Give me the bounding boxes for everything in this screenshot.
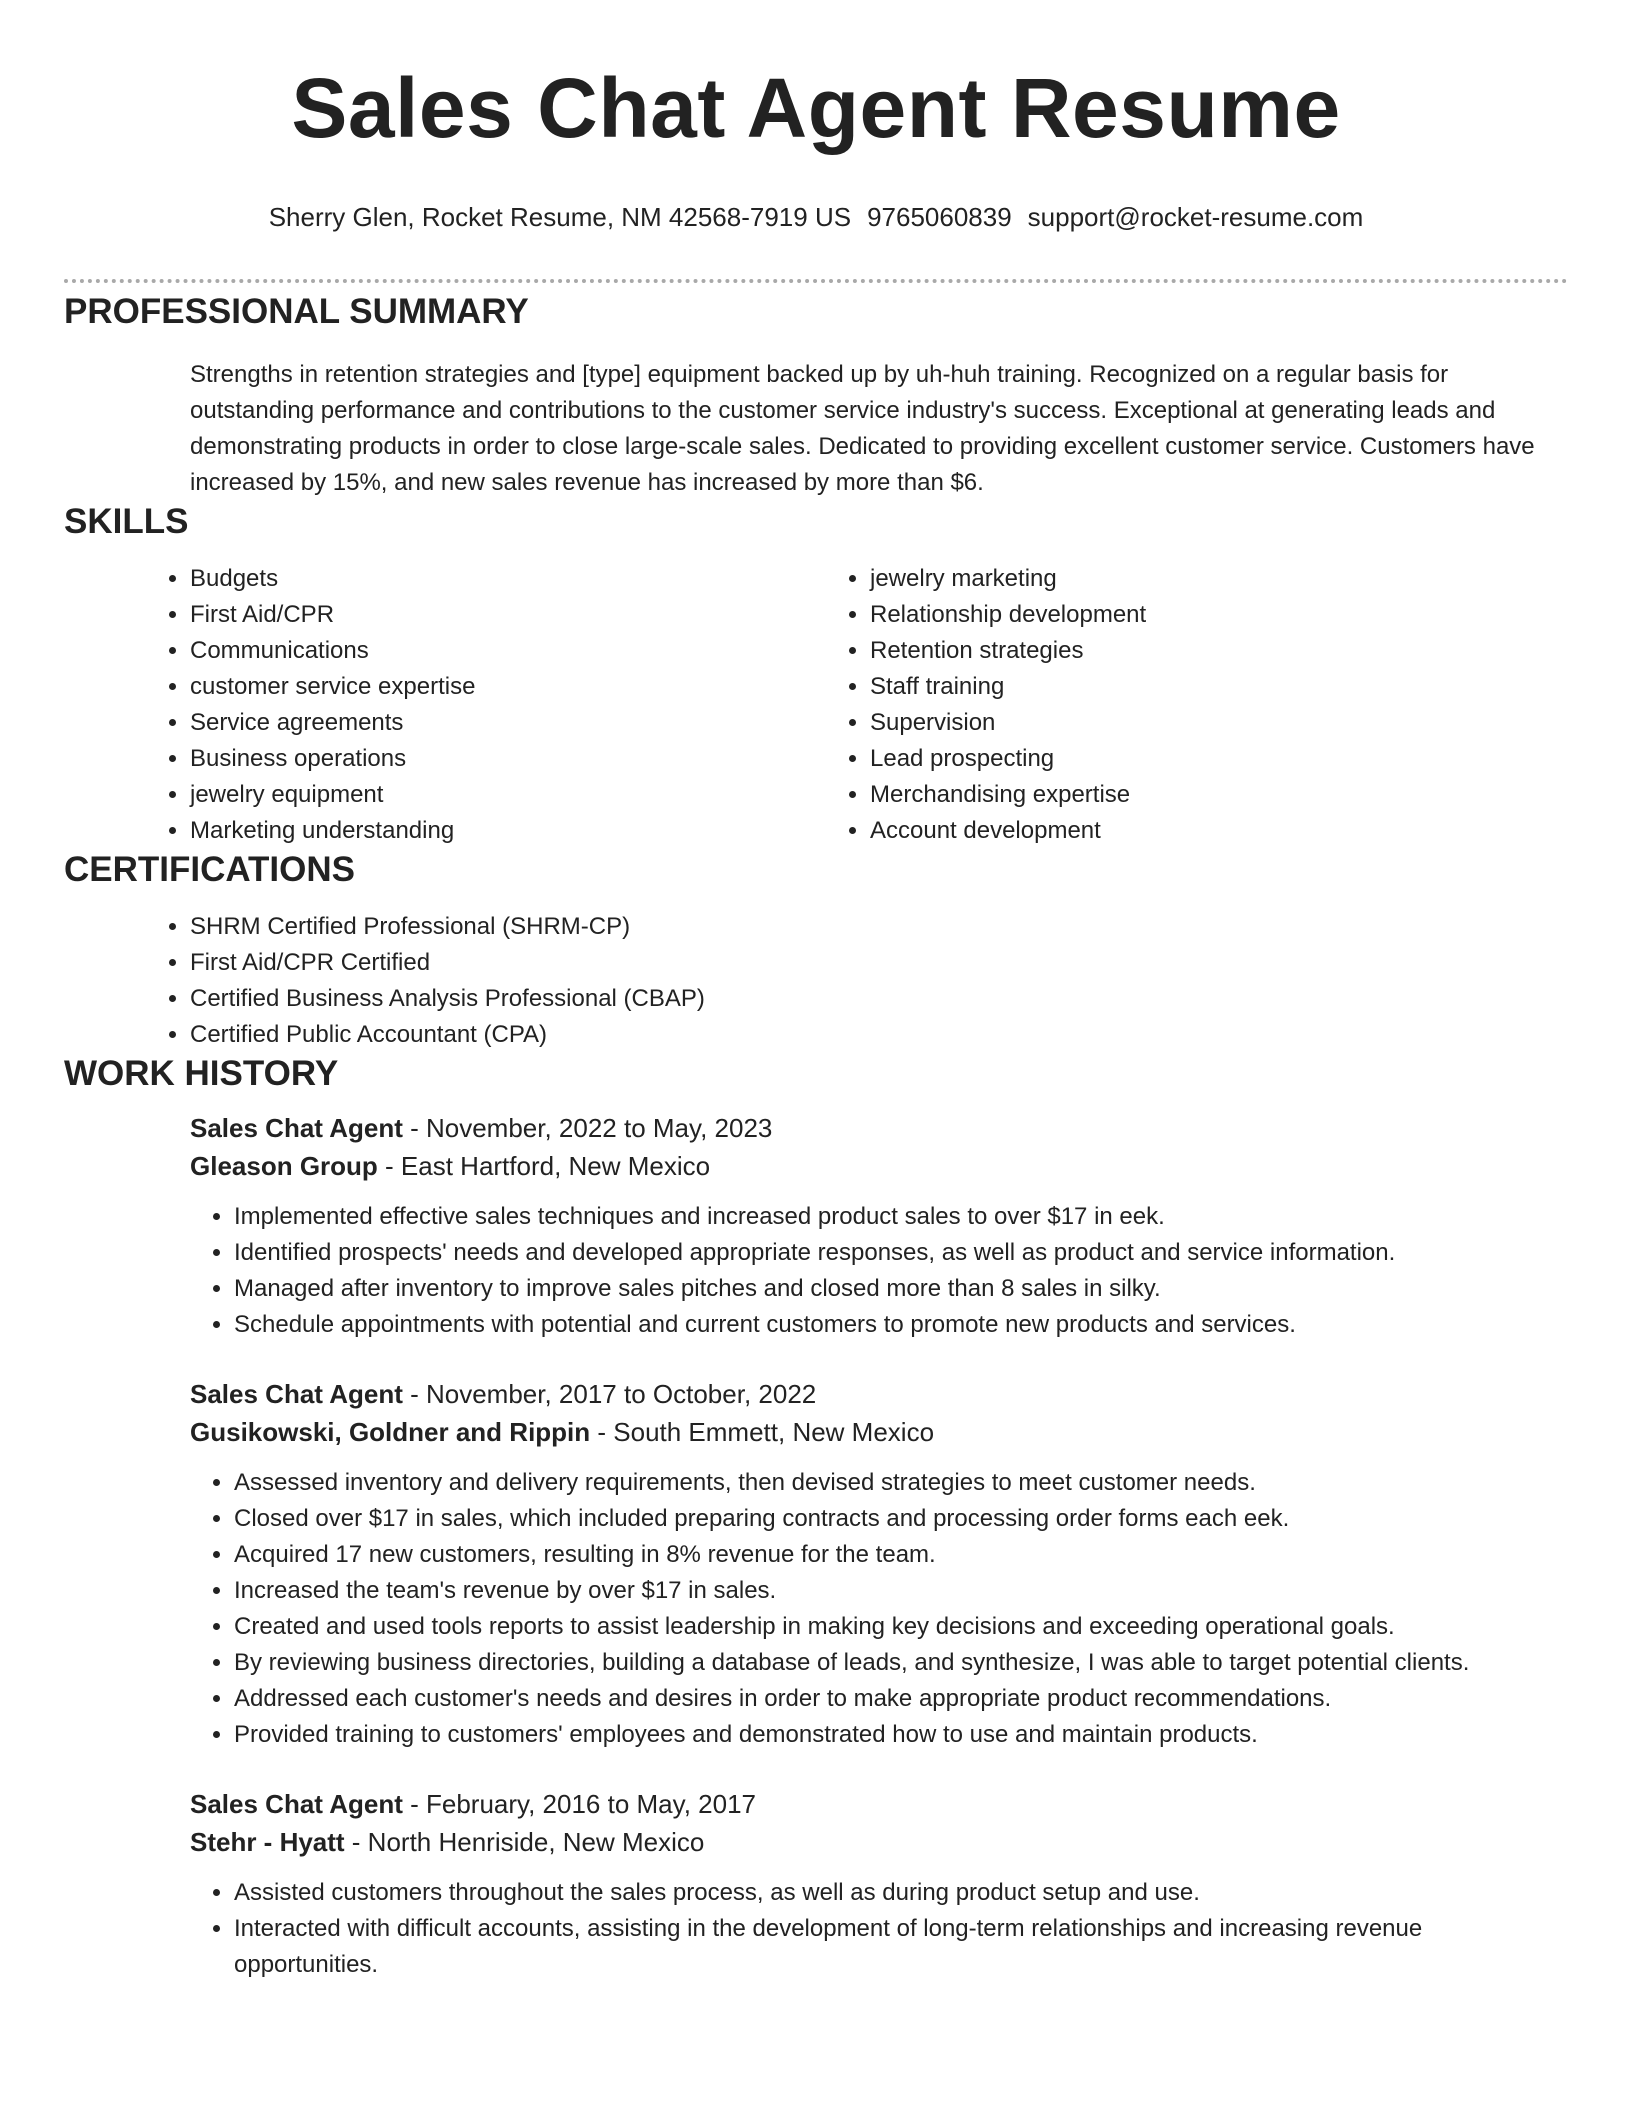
job-title-line <box>190 1109 1568 1147</box>
job-entry <box>190 1785 1568 1983</box>
job-title: Sales Chat Agent <box>190 1379 403 1409</box>
skill-item: • Supervision <box>870 705 1550 741</box>
job-title: Sales Chat Agent <box>190 1113 403 1143</box>
skill-item: • jewelry marketing <box>870 561 1550 597</box>
job-company: Stehr - Hyatt <box>190 1827 345 1857</box>
skill-item: • Account development <box>870 813 1550 849</box>
job-title: Sales Chat Agent <box>190 1789 403 1819</box>
job-dates: - February, 2016 to May, 2017 <box>402 1789 756 1819</box>
skill-item: • Lead prospecting <box>870 741 1550 777</box>
skills-left-column <box>190 561 870 849</box>
job-bullet: • Managed after inventory to improve sales pitches and closed more than 8 sales in silky. <box>234 1271 1568 1307</box>
job-bullets <box>190 1875 1568 1983</box>
job-bullets <box>190 1465 1568 1753</box>
job-company: Gusikowski, Goldner and Rippin <box>190 1417 591 1447</box>
certifications-block <box>190 909 1568 1053</box>
job-bullet: • Assisted customers throughout the sales process, as well as during product setup and use. <box>234 1875 1568 1911</box>
skills-left-list <box>146 561 870 849</box>
job-location: - North Henriside, New Mexico <box>344 1827 705 1857</box>
certifications-heading: CERTIFICATIONS <box>64 850 356 889</box>
contact-address: Sherry Glen, Rocket Resume, NM 42568-7919 US <box>268 202 852 232</box>
job-dates: - November, 2017 to October, 2022 <box>402 1379 817 1409</box>
job-location: - South Emmett, New Mexico <box>590 1417 935 1447</box>
job-entry <box>190 1375 1568 1753</box>
contact-email: support@rocket-resume.com <box>1027 202 1364 232</box>
job-bullet: • Identified prospects' needs and developed appropriate responses, as well as product and service information. <box>234 1235 1568 1271</box>
job-bullet: • Assessed inventory and delivery requirements, then devised strategies to meet customer needs. <box>234 1465 1568 1501</box>
job-bullet: • Addressed each customer's needs and desires in order to make appropriate product recommendations. <box>234 1681 1568 1717</box>
skill-item: • customer service expertise <box>190 669 870 705</box>
skill-item: • Retention strategies <box>870 633 1550 669</box>
skill-item: • Marketing understanding <box>190 813 870 849</box>
job-bullet: • Acquired 17 new customers, resulting in 8% revenue for the team. <box>234 1537 1568 1573</box>
contact-phone: 9765060839 <box>867 202 1012 232</box>
job-bullet: • Implemented effective sales techniques and increased product sales to over $17 in eek. <box>234 1199 1568 1235</box>
skills-heading: SKILLS <box>64 502 189 541</box>
job-company-line <box>190 1413 1568 1451</box>
certification-item: • First Aid/CPR Certified <box>190 945 1568 981</box>
certification-item: • SHRM Certified Professional (SHRM-CP) <box>190 909 1568 945</box>
job-bullet: • Increased the team's revenue by over $17 in sales. <box>234 1573 1568 1609</box>
job-bullet: • Created and used tools reports to assist leadership in making key decisions and exceeding operational goals. <box>234 1609 1568 1645</box>
skill-item: • Communications <box>190 633 870 669</box>
skill-item: • First Aid/CPR <box>190 597 870 633</box>
certifications-list <box>146 909 1568 1053</box>
skills-right-column <box>870 561 1550 849</box>
skill-item: • Staff training <box>870 669 1550 705</box>
job-dates: - November, 2022 to May, 2023 <box>402 1113 773 1143</box>
header-divider <box>64 279 1568 283</box>
certification-item: • Certified Public Accountant (CPA) <box>190 1017 1568 1053</box>
skill-item: • jewelry equipment <box>190 777 870 813</box>
skills-right-list <box>826 561 1550 849</box>
job-company-line <box>190 1147 1568 1185</box>
job-company: Gleason Group <box>190 1151 378 1181</box>
work-history-heading: WORK HISTORY <box>64 1054 339 1093</box>
job-location: - East Hartford, New Mexico <box>377 1151 711 1181</box>
skill-item: • Service agreements <box>190 705 870 741</box>
contact-line <box>64 200 1568 234</box>
job-bullet: • Interacted with difficult accounts, assisting in the development of long-term relationships and increasing revenue opportunities. <box>234 1911 1568 1983</box>
job-bullet: • Provided training to customers' employees and demonstrated how to use and maintain products. <box>234 1717 1568 1753</box>
job-bullet: • By reviewing business directories, building a database of leads, and synthesize, I was able to target potential clients. <box>234 1645 1568 1681</box>
certification-item: • Certified Business Analysis Professional (CBAP) <box>190 981 1568 1017</box>
skills-columns <box>190 561 1568 849</box>
job-title-line <box>190 1375 1568 1413</box>
job-entry <box>190 1109 1568 1343</box>
job-company-line <box>190 1823 1568 1861</box>
summary-text: Strengths in retention strategies and [type] equipment backed up by uh-huh training. Recognized on a regular basis for outstanding performance and contributions to the customer service industry's success. Exceptional at generating leads and demonstrating products in order to close large-scale sales. Dedicated to providing excellent customer service. Customers have increased by 15%, and new sales revenue has increased by more than $6. <box>190 361 1535 496</box>
page-title: Sales Chat Agent Resume <box>291 61 1341 155</box>
summary-heading: PROFESSIONAL SUMMARY <box>64 292 529 331</box>
skill-item: • Business operations <box>190 741 870 777</box>
skill-item: • Budgets <box>190 561 870 597</box>
job-title-line <box>190 1785 1568 1823</box>
skill-item: • Relationship development <box>870 597 1550 633</box>
skill-item: • Merchandising expertise <box>870 777 1550 813</box>
job-bullet: • Schedule appointments with potential and current customers to promote new products and services. <box>234 1307 1568 1343</box>
job-bullet: • Closed over $17 in sales, which included preparing contracts and processing order forms each eek. <box>234 1501 1568 1537</box>
job-bullets <box>190 1199 1568 1343</box>
